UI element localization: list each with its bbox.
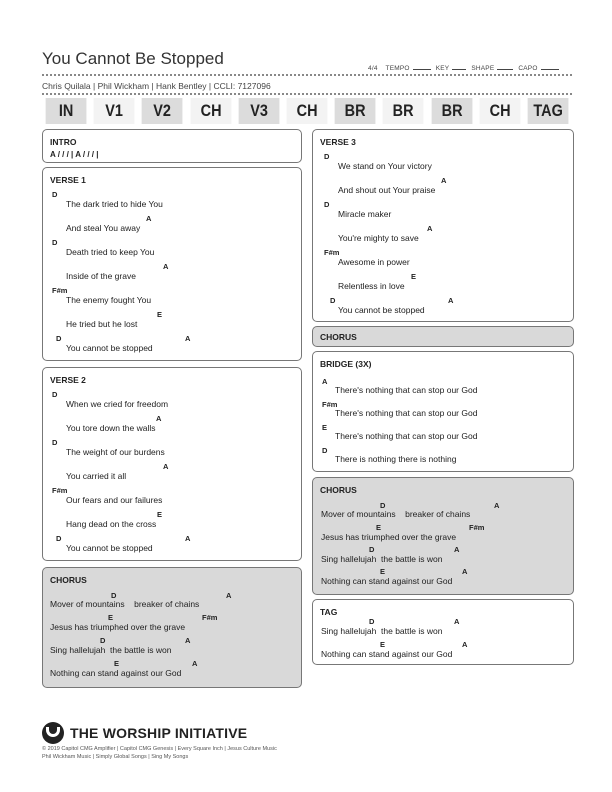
lyric-line: The dark tried to hide You [66, 199, 163, 209]
worship-initiative-logo-icon [42, 722, 64, 744]
roadmap-item-bridge: BR [335, 98, 376, 124]
chorus-reference [312, 326, 574, 347]
lyric-line: Relentless in love [338, 281, 405, 291]
tag-section [312, 599, 574, 665]
chord: A [322, 377, 328, 386]
roadmap-item-intro: IN [46, 98, 87, 124]
chord: D [52, 390, 58, 399]
song-meta [368, 63, 562, 72]
lyric-line: You tore down the walls [66, 423, 156, 433]
chord: D [330, 296, 336, 305]
song-title: You Cannot Be Stopped [42, 49, 224, 68]
bridge-section [312, 351, 574, 472]
chord: A [185, 636, 191, 645]
lyric-line: Mover of mountains breaker of chains [50, 599, 200, 609]
chord: F#m [322, 400, 338, 409]
lyric-line: Hang dead on the cross [66, 519, 157, 529]
songwriters: Chris Quilala | Phil Wickham | Hank Bentley | CCLI: 7127096 [42, 81, 271, 91]
roadmap-item-chorus: CH [479, 98, 520, 124]
lyric-line: There is nothing there is nothing [335, 454, 457, 464]
chord: A [454, 617, 460, 626]
chord: F#m [52, 286, 68, 295]
chord: D [52, 238, 58, 247]
section-heading: VERSE 2 [50, 375, 86, 385]
shape-label: SHAPE [471, 65, 495, 72]
divider-top [42, 74, 572, 76]
time-signature: 4/4 [368, 65, 378, 72]
lyric-line: The enemy fought You [66, 295, 152, 305]
song-roadmap [42, 98, 572, 124]
chord: D [56, 534, 62, 543]
section-heading: INTRO [50, 137, 77, 147]
chord: D [369, 545, 375, 554]
lyric-line: Sing hallelujah the battle is won [321, 626, 443, 636]
lyric-line: Jesus has triumphed over the grave [321, 532, 457, 542]
chord: F#m [202, 613, 218, 622]
lyric-line: He tried but he lost [66, 319, 138, 329]
lyric-line: Nothing can stand against our God [321, 576, 453, 586]
chorus-section [42, 567, 302, 688]
chord: D [56, 334, 62, 343]
chord: A [448, 296, 454, 305]
capo-label: CAPO [518, 65, 538, 72]
roadmap-item-verse2: V2 [142, 98, 183, 124]
brand-logo [42, 722, 247, 744]
verse3-section [312, 129, 574, 322]
chord: E [108, 613, 114, 622]
section-heading: CHORUS [320, 485, 357, 495]
chord: E [380, 640, 386, 649]
chord: A [454, 545, 460, 554]
verse1-section [42, 167, 302, 361]
brand-name: THE WORSHIP INITIATIVE [70, 725, 248, 741]
section-heading: BRIDGE (3X) [320, 359, 372, 369]
lyric-line: Mover of mountains breaker of chains [321, 509, 471, 519]
chord: E [376, 523, 382, 532]
chord: A [185, 334, 191, 343]
chord: A [185, 534, 191, 543]
chord: A [163, 262, 169, 271]
section-heading: VERSE 3 [320, 137, 356, 147]
lyric-line: Miracle maker [338, 209, 392, 219]
chord: D [380, 501, 386, 510]
chord: D [324, 152, 330, 161]
chord: D [100, 636, 106, 645]
roadmap-item-tag: TAG [527, 98, 568, 124]
chord: A [156, 414, 162, 423]
section-heading: CHORUS [320, 332, 357, 342]
lyric-line: Inside of the grave [66, 271, 136, 281]
lyric-line: There's nothing that can stop our God [335, 408, 478, 418]
roadmap-item-bridge: BR [431, 98, 472, 124]
key-label: KEY [435, 65, 450, 72]
lyric-line: The weight of our burdens [66, 447, 165, 457]
chord: F#m [52, 486, 68, 495]
lyric-line: You cannot be stopped [66, 543, 153, 553]
lyric-line: Our fears and our failures [66, 495, 163, 505]
roadmap-item-verse1: V1 [94, 98, 135, 124]
lyric-line: We stand on Your victory [338, 161, 432, 171]
copyright-line: © 2019 Capitol CMG Amplifier | Capitol CMG Genesis | Every Square Inch | Jesus Culture Music [42, 746, 277, 752]
lyric-line: When we cried for freedom [66, 399, 169, 409]
intro-chord-chart: A / / / | A / / / | [50, 150, 99, 159]
chord: E [157, 510, 163, 519]
section-heading: CHORUS [50, 575, 87, 585]
roadmap-item-bridge: BR [383, 98, 424, 124]
section-heading: VERSE 1 [50, 175, 86, 185]
section-heading: TAG [320, 607, 338, 617]
lyric-line: And shout out Your praise [338, 185, 436, 195]
chord: A [462, 567, 468, 576]
chord: D [324, 200, 330, 209]
roadmap-item-chorus: CH [287, 98, 328, 124]
lyric-line: There's nothing that can stop our God [335, 385, 478, 395]
verse2-section [42, 367, 302, 561]
chord: F#m [324, 248, 340, 257]
copyright-line: Phil Wickham Music | Simply Global Songs | Sing My Songs [42, 754, 189, 760]
chord: D [369, 617, 375, 626]
chord: E [411, 272, 417, 281]
chord: A [146, 214, 152, 223]
chord: A [163, 462, 169, 471]
chord: D [52, 438, 58, 447]
chord: A [462, 640, 468, 649]
tempo-label: TEMPO [385, 65, 410, 72]
chorus-section [312, 477, 574, 595]
lyric-line: Nothing can stand against our God [50, 668, 182, 678]
chord: A [226, 591, 232, 600]
chord: A [427, 224, 433, 233]
roadmap-item-verse3: V3 [238, 98, 279, 124]
chord: D [52, 190, 58, 199]
lyric-line: Death tried to keep You [66, 247, 155, 257]
divider-bottom [42, 93, 572, 95]
lyric-line: Jesus has triumphed over the grave [50, 622, 186, 632]
chord: A [494, 501, 500, 510]
lyric-line: Sing hallelujah the battle is won [321, 554, 443, 564]
lyric-line: You cannot be stopped [338, 305, 425, 315]
chord: A [441, 176, 447, 185]
lyric-line: You're mighty to save [338, 233, 419, 243]
chord: A [192, 659, 198, 668]
chord: D [111, 591, 117, 600]
lyric-line: Sing hallelujah the battle is won [50, 645, 172, 655]
intro-section [42, 129, 302, 163]
chord: E [322, 423, 328, 432]
lyric-line: You cannot be stopped [66, 343, 153, 353]
lyric-line: There's nothing that can stop our God [335, 431, 478, 441]
lyric-line: You carried it all [66, 471, 127, 481]
chord: E [114, 659, 120, 668]
lyric-line: Awesome in power [338, 257, 410, 267]
lyric-line: Nothing can stand against our God [321, 649, 453, 659]
lyric-line: And steal You away [66, 223, 141, 233]
chord: E [157, 310, 163, 319]
chord: E [380, 567, 386, 576]
chord: D [322, 446, 328, 455]
roadmap-item-chorus: CH [190, 98, 231, 124]
chord: F#m [469, 523, 485, 532]
